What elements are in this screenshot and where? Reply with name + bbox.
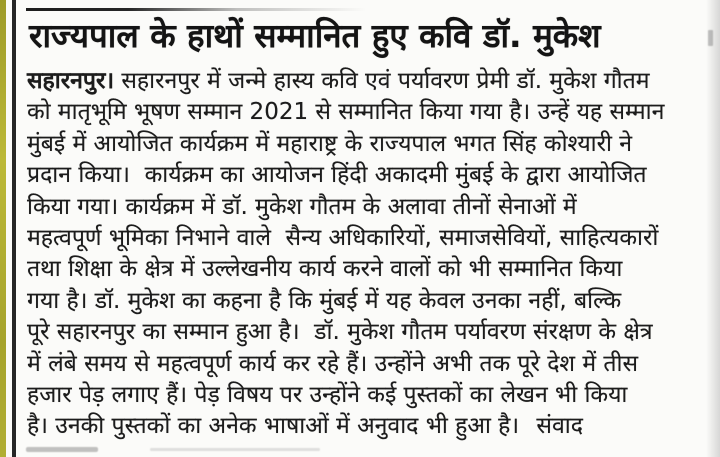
- cropped-text-smudge: [150, 448, 320, 451]
- article-line: तथा शिक्षा के क्षेत्र में उल्लेखनीय कार्य करने वालों को भी सम्मानित किया: [27, 256, 623, 283]
- article-line: [27, 411, 711, 442]
- article-line-text: है। उनकी पुस्तकों का अनेक भाषाओं में अनुवाद भी हुआ है।: [27, 413, 527, 440]
- cropped-text-smudge: [26, 447, 98, 452]
- article-left-border: [12, 0, 16, 457]
- article-line: में लंबे समय से महत्वपूर्ण कार्य कर रहे हैं। उन्होंने अभी तक पूरे देश में तीस: [27, 350, 639, 377]
- article-line: गया है। डॉ. मुकेश का कहना है कि मुंबई में यह केवल उनका नहीं, बल्कि: [27, 287, 622, 314]
- article-line: हजार पेड़ लगाए हैं। पेड़ विषय पर उन्होंने कई पुस्तकों का लेखन भी किया: [27, 382, 628, 409]
- article-line: मुंबई में आयोजित कार्यक्रम में महाराष्ट्र के राज्यपाल भगत सिंह कोश्यारी ने: [27, 130, 633, 157]
- article-line: प्रदान किया। कार्यक्रम का आयोजन हिंदी अकादमी मुंबई के द्वारा आयोजित: [27, 162, 647, 189]
- correspondent-credit: संवाद: [536, 413, 583, 440]
- cropped-glyph-speck: [708, 30, 713, 46]
- article-body: [27, 66, 711, 443]
- article-line: पूरे सहारनपुर का सम्मान हुआ है। डॉ. मुकेश गौतम पर्यावरण संरक्षण के क्षेत्र: [27, 319, 653, 346]
- scan-edge-strip: [0, 0, 6, 457]
- article-line: किया गया। कार्यक्रम में डॉ. मुकेश गौतम के अलावा तीनों सेनाओं में: [27, 193, 577, 220]
- article-line-text: सहारनपुर में जन्मे हास्य कवि एवं पर्यावरण प्रेमी डॉ. मुकेश गौतम: [114, 68, 650, 94]
- article-headline: राज्यपाल के हाथों सम्मानित हुए कवि डॉ. मुकेश: [29, 16, 601, 55]
- article-line: [27, 66, 711, 97]
- article-top-border: [26, 8, 366, 11]
- dateline: सहारनपुर।: [27, 68, 115, 94]
- article-line: महत्वपूर्ण भूमिका निभाने वाले सैन्य अधिकारियों, समाजसेवियों, साहित्यकारों: [27, 225, 659, 252]
- article-line: को मातृभूमि भूषण सम्मान 2021 से सम्मानित किया गया है। उन्हें यह सम्मान: [27, 99, 665, 126]
